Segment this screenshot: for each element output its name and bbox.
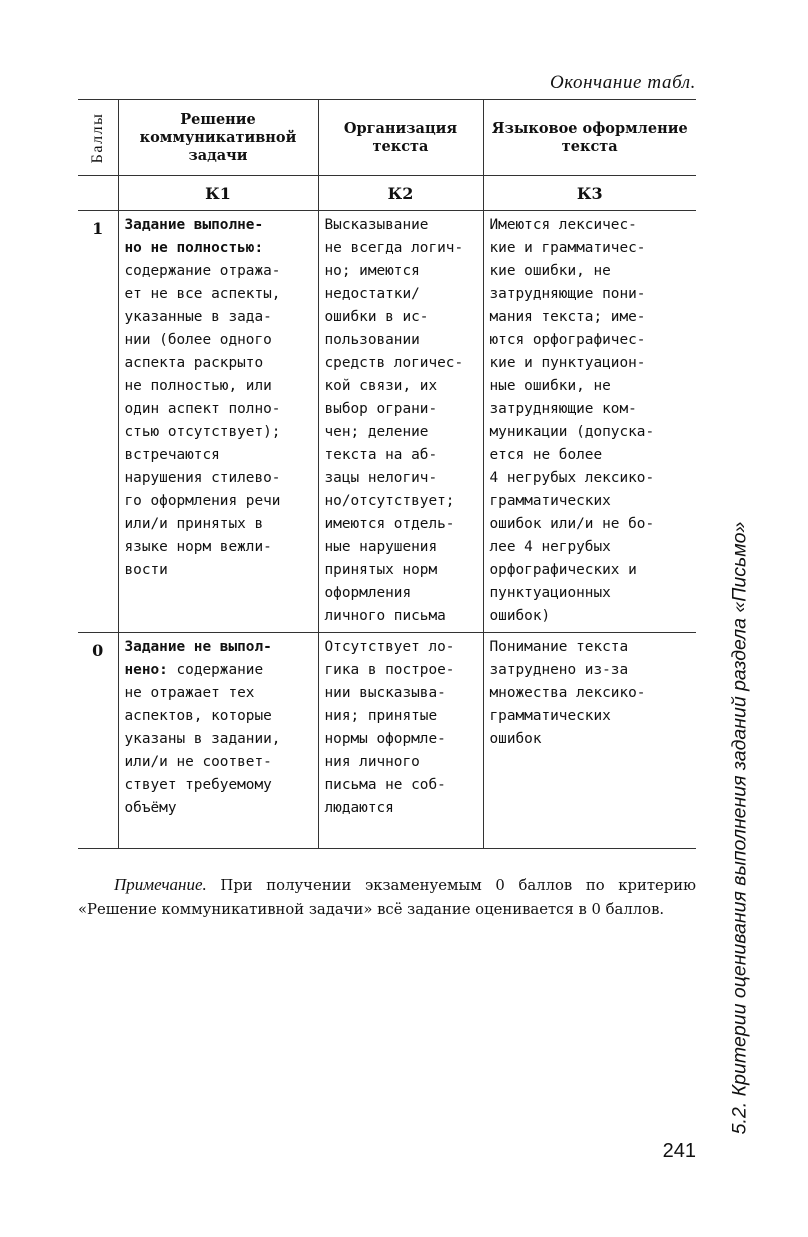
k1-verdict: Задание не выпол- нено:	[124, 639, 272, 678]
criteria-table	[78, 99, 696, 849]
k1-verdict: Задание выполне- но не полностью:	[124, 217, 264, 256]
k1-details: содержание не отражает тех аспектов, которые указаны в задании, или/и не соответ- ствует требуемому объёму	[124, 662, 281, 816]
header-k3: Языковое оформление текста	[483, 100, 696, 176]
code-k2: К2	[318, 176, 483, 211]
score-value: 0	[78, 633, 118, 849]
header-k2: Организация текста	[318, 100, 483, 176]
header-score-label: Баллы	[88, 112, 106, 163]
table-code-row	[78, 176, 696, 211]
table-row	[78, 211, 696, 633]
k2-description: Высказывание не всегда логич- но; имеются недостатки/ ошибки в ис- пользовании средств логичес- кой связи, их выбор ограни- чен; деление текста на аб- зацы нелогич- но/отсутствует; имеются отдель- ные нарушения принятых норм оформления личного письма	[318, 211, 483, 633]
score-value: 1	[78, 211, 118, 633]
code-k3: К3	[483, 176, 696, 211]
code-score	[78, 176, 118, 211]
continuation-label: Окончание табл.	[549, 72, 696, 93]
header-k1: Решение коммуникативной задачи	[118, 100, 318, 176]
k1-description	[118, 211, 318, 633]
k2-description: Отсутствует ло- гика в построе- нии высказыва- ния; принятые нормы оформле- ния личного письма не соб- людаются	[318, 633, 483, 849]
side-section-title-text: 5.2. Критерии оценивания выполнения заданий раздела «Письмо»	[728, 521, 751, 1135]
header-score	[78, 100, 118, 176]
k1-description	[118, 633, 318, 849]
code-k1: К1	[118, 176, 318, 211]
note-label: Примечание.	[114, 875, 207, 894]
page-number: 241	[662, 1140, 696, 1162]
k1-details: содержание отража- ет не все аспекты, указанные в зада- нии (более одного аспекта раскрыто не полностью, или один аспект полно- стью отсутствует); встречаются нарушения стилево- го оформления речи или/и принятых в языке норм вежли- вости	[124, 263, 281, 578]
table-header-row	[78, 100, 696, 176]
table-row	[78, 633, 696, 849]
k3-description: Имеются лексичес- кие и грамматичес- кие ошибки, не затрудняющие пони- мания текста; име- ются орфографичес- кие и пунктуацион- ные ошибки, не затрудняющие ком- муникации (допуска- ется не более 4 негрубых лексико- грамматических ошибок или/и не бо- лее 4 негрубых орфографических и пунктуационных ошибок)	[483, 211, 696, 633]
note-text: При получении экзаменуемым 0 баллов по критерию «Решение коммуникативной задачи» всё задание оценивается в 0 баллов.	[78, 877, 696, 918]
k3-description: Понимание текста затруднено из-за множества лексико- грамматических ошибок	[483, 633, 696, 849]
note-paragraph	[78, 873, 696, 922]
